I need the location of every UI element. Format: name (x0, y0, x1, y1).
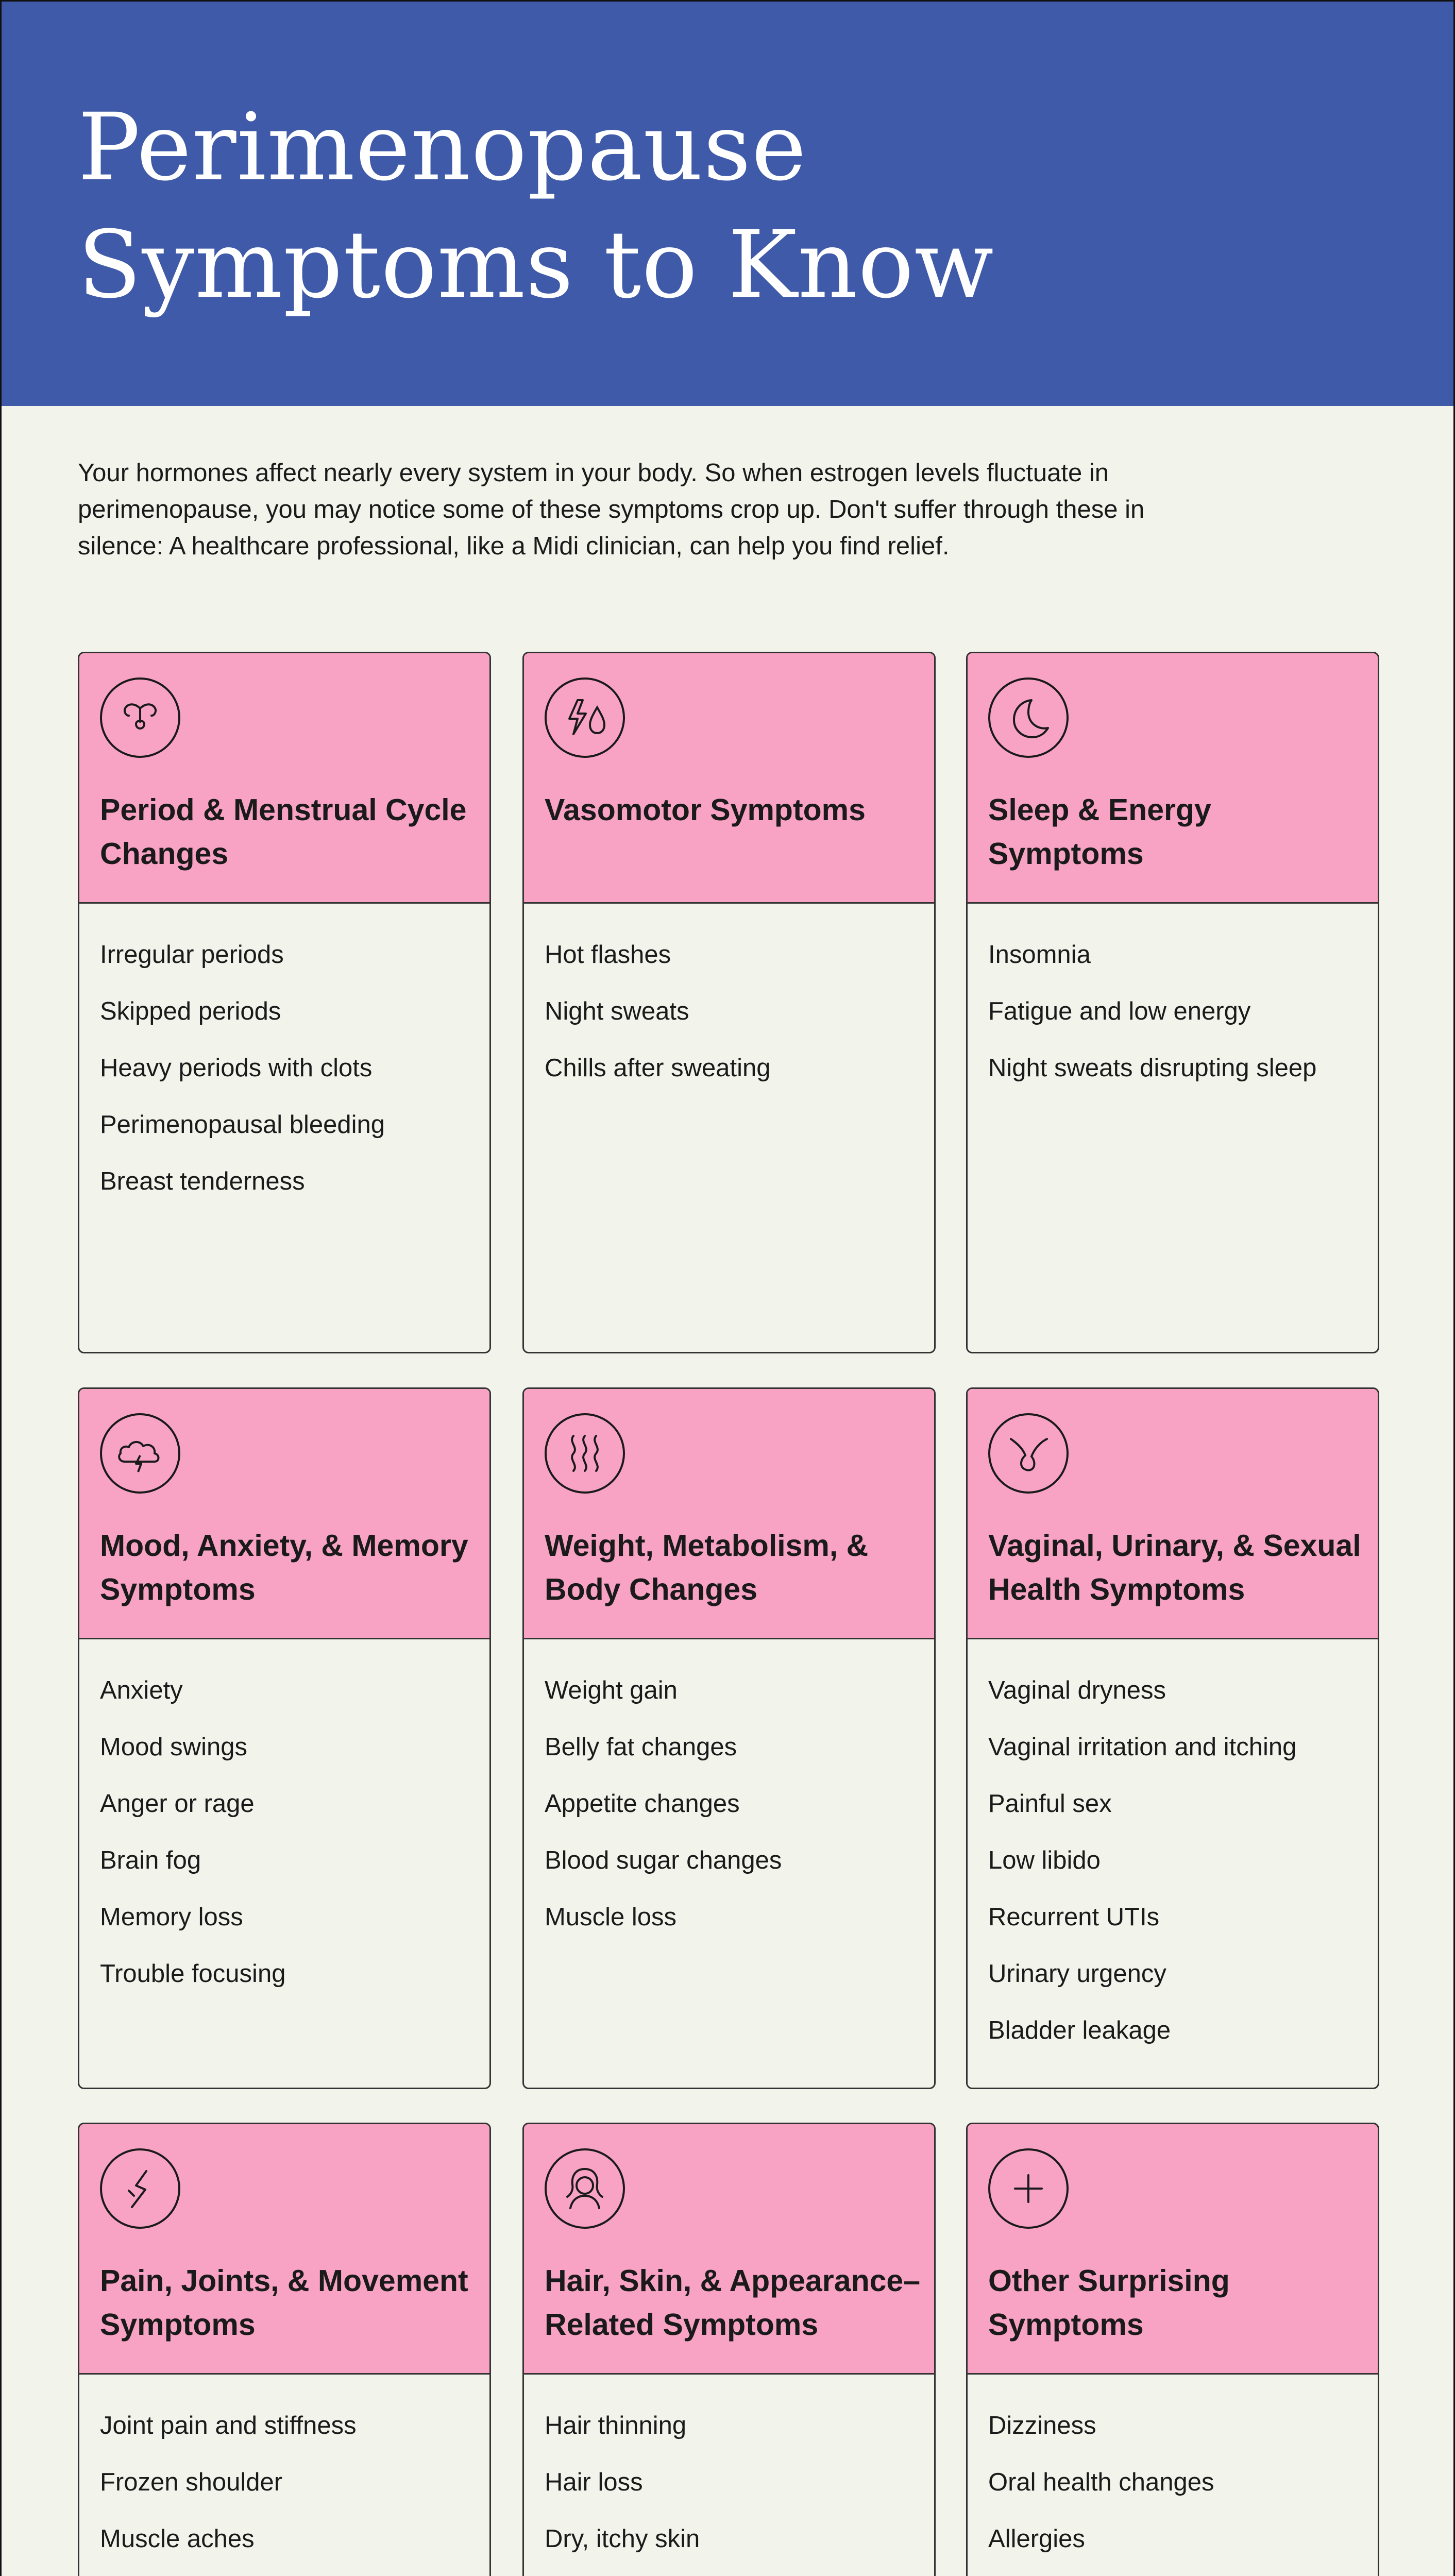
symptom-list-item: Trouble focusing (100, 1960, 286, 1988)
symptom-list-item: Anger or rage (100, 1790, 255, 1818)
symptom-list-item: Blood sugar changes (545, 1846, 782, 1874)
lightning-drop-icon (544, 676, 626, 759)
symptom-list-item: Painful sex (988, 1790, 1112, 1818)
card-header (79, 1389, 489, 1639)
symptom-list-item: Oral health changes (988, 2468, 1214, 2496)
loop-icon (987, 1412, 1070, 1495)
symptom-list-item: Frozen shoulder (100, 2468, 283, 2496)
symptom-list-item: Irregular periods (100, 941, 284, 969)
symptom-list-item: Memory loss (100, 1903, 243, 1931)
symptom-list-item: Allergies (988, 2525, 1085, 2553)
intro-paragraph: Your hormones affect nearly every system in your body. So when estrogen levels fluctuate in perimenopause, you may notice some of these symptoms crop up. Don't suffer through these in silence: A healthcare professional, like a Midi clinician, can help you find relief. (78, 459, 1145, 560)
symptom-list-item: Dizziness (988, 2412, 1096, 2439)
symptom-list-item: Muscle aches (100, 2525, 255, 2553)
symptom-list-item: Skipped periods (100, 997, 281, 1025)
symptom-card (522, 652, 936, 1353)
header-banner (2, 2, 1453, 406)
symptom-list-item: Appetite changes (545, 1790, 740, 1818)
symptom-list-item: Dry, itchy skin (545, 2525, 700, 2553)
person-icon (544, 2147, 626, 2230)
symptom-list (988, 926, 1379, 1096)
symptom-list-item: Recurrent UTIs (988, 1903, 1160, 1931)
symptom-list-item: Heavy periods with clots (100, 1054, 373, 1082)
symptom-list-item: Insomnia (988, 941, 1091, 969)
symptom-list-item: Joint pain and stiffness (100, 2412, 357, 2439)
symptom-list-item: Night sweats (545, 997, 689, 1025)
heat-waves-icon (544, 1412, 626, 1495)
symptom-list (545, 1662, 936, 1945)
card-title: Vaginal, Urinary, & Sexual Health Symptoms (988, 1529, 1361, 1606)
card-title: Other Surprising Symptoms (988, 2264, 1230, 2342)
symptom-list-item: Belly fat changes (545, 1733, 737, 1761)
symptom-card (78, 2123, 491, 2576)
card-title: Hair, Skin, & Appearance–Related Symptoms (545, 2264, 921, 2342)
symptom-list (545, 926, 936, 1096)
symptom-list-item: Muscle loss (545, 1903, 676, 1931)
symptom-card (78, 652, 491, 1353)
symptom-card (522, 2123, 936, 2576)
card-title: Period & Menstrual Cycle Changes (100, 793, 467, 871)
symptom-list (100, 926, 491, 1210)
symptom-card (522, 1387, 936, 2089)
title-line-1: Perimenopause (78, 94, 807, 201)
card-header (968, 2124, 1378, 2375)
symptom-list-item: Mood swings (100, 1733, 247, 1761)
card-header (968, 1389, 1378, 1639)
symptom-list-item: Night sweats disrupting sleep (988, 1054, 1317, 1082)
symptom-list-item: Hot flashes (545, 941, 671, 969)
card-header (524, 1389, 934, 1639)
symptom-list-item: Hair loss (545, 2468, 643, 2496)
card-header (524, 653, 934, 904)
symptom-card (78, 1387, 491, 2089)
symptom-list (545, 2397, 936, 2576)
symptom-list (988, 1662, 1379, 2059)
pain-bolt-icon (99, 2147, 181, 2230)
plus-icon (987, 2147, 1070, 2230)
symptom-list-item: Vaginal irritation and itching (988, 1733, 1297, 1761)
symptom-list-item: Fatigue and low energy (988, 997, 1251, 1025)
symptom-card (966, 2123, 1379, 2576)
symptom-list-item: Anxiety (100, 1676, 183, 1704)
symptom-list-item: Bladder leakage (988, 2016, 1171, 2044)
symptom-card (966, 1387, 1379, 2089)
card-title: Weight, Metabolism, & Body Changes (545, 1529, 869, 1606)
card-header (524, 2124, 934, 2375)
symptom-list-item: Perimenopausal bleeding (100, 1111, 385, 1139)
card-title: Mood, Anxiety, & Memory Symptoms (100, 1529, 468, 1606)
symptom-list (988, 2397, 1379, 2576)
title-line-2: Symptoms to Know (78, 211, 994, 319)
symptom-list (100, 2397, 491, 2576)
symptom-list-item: Vaginal dryness (988, 1676, 1166, 1704)
symptom-list-item (988, 2567, 1379, 2576)
symptom-card (966, 652, 1379, 1353)
card-title: Pain, Joints, & Movement Symptoms (100, 2264, 468, 2342)
card-header (968, 653, 1378, 904)
card-title: Vasomotor Symptoms (545, 793, 866, 827)
card-header (79, 653, 489, 904)
symptom-list (100, 1662, 491, 2002)
symptom-list-item: Hair thinning (545, 2412, 687, 2439)
page-title (78, 89, 994, 324)
card-header (79, 2124, 489, 2375)
symptom-list-item: Breast tenderness (100, 1167, 305, 1195)
symptom-list-item: Chills after sweating (545, 1054, 771, 1082)
symptom-list-item: Urinary urgency (988, 1960, 1166, 1988)
symptom-list-item: Brain fog (100, 1846, 201, 1874)
symptom-list-item (100, 2567, 491, 2576)
moon-icon (987, 676, 1070, 759)
card-title: Sleep & Energy Symptoms (988, 793, 1211, 871)
symptom-list-item: Weight gain (545, 1676, 678, 1704)
uterus-icon (99, 676, 181, 759)
storm-cloud-icon (99, 1412, 181, 1495)
symptom-list-item (545, 2567, 936, 2576)
symptom-list-item: Low libido (988, 1846, 1101, 1874)
